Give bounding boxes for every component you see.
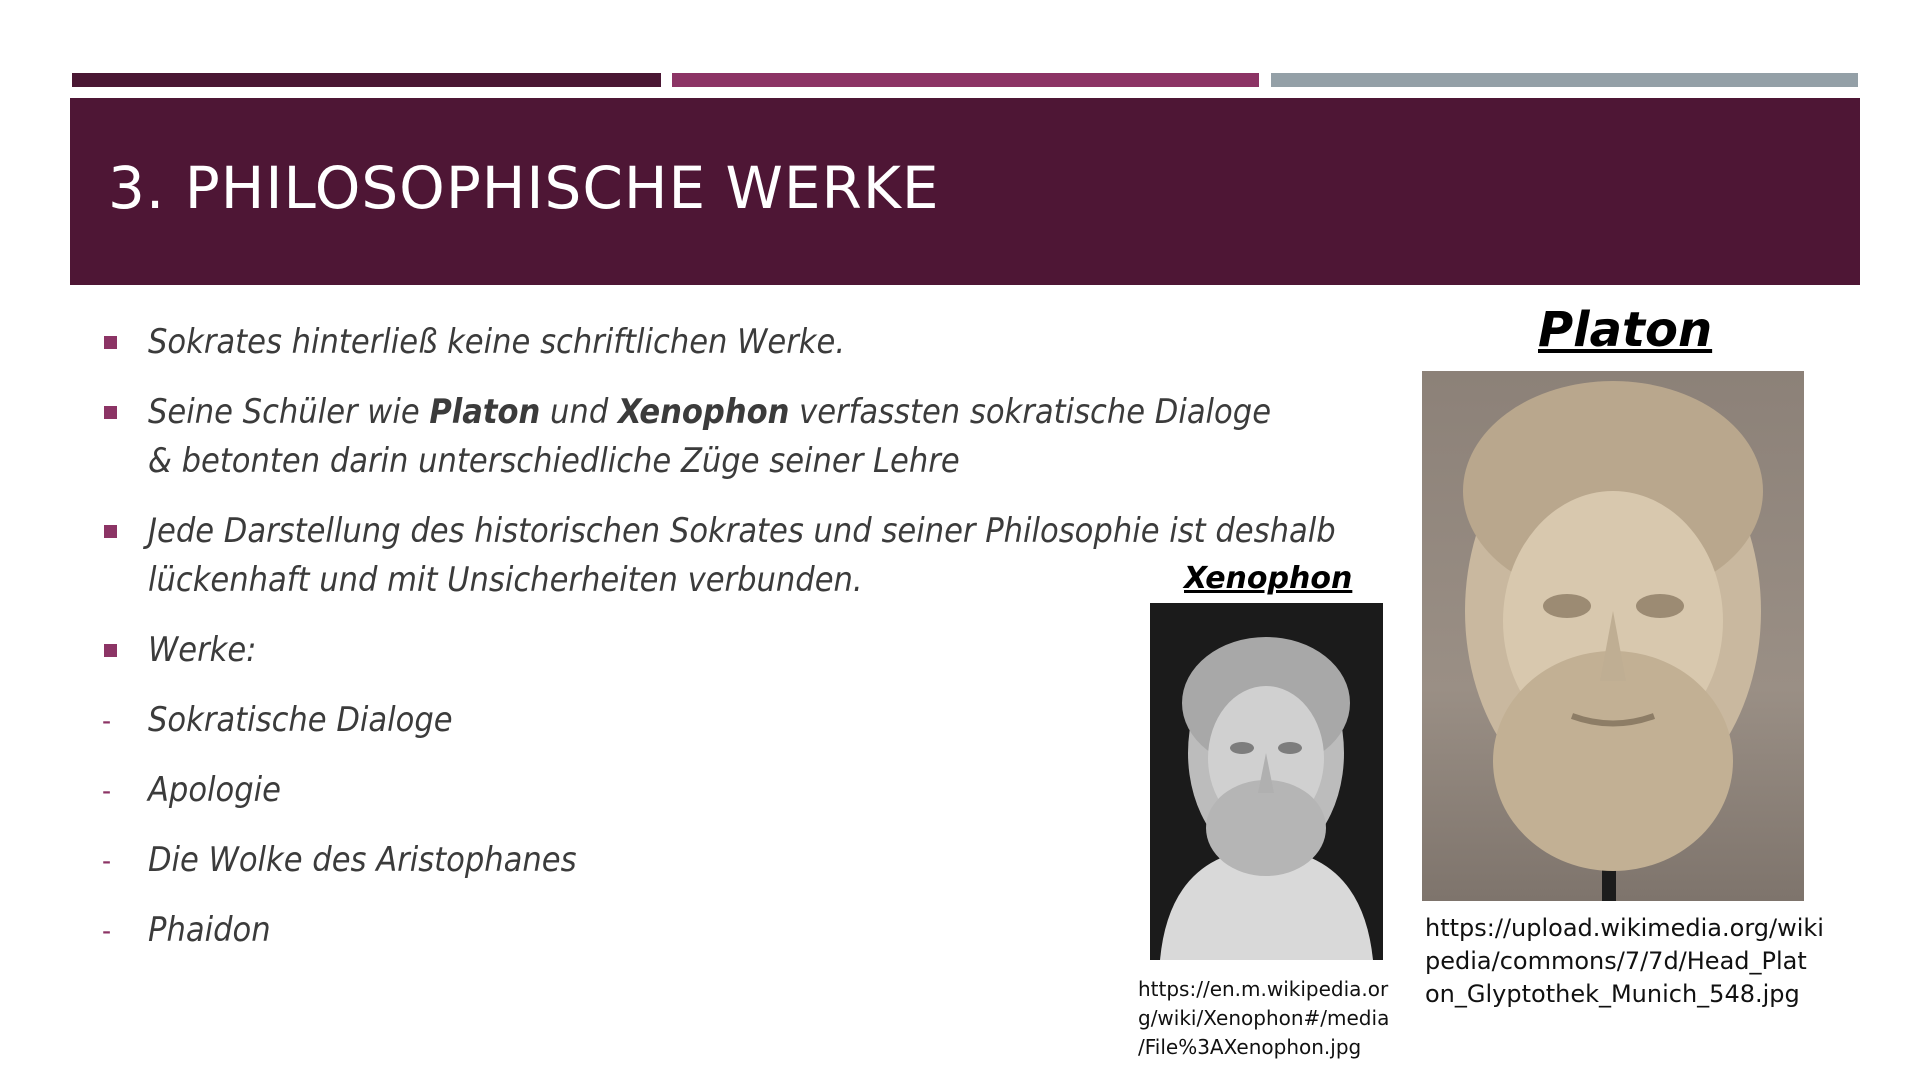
platon-source-url: https://upload.wikimedia.org/wiki pedia/commons/7/7d/Head_Plat on_Glyptothek_Munich_548.jpg (1425, 914, 1824, 1008)
accent-bar-grey (1271, 73, 1858, 87)
name-xenophon: Xenophon (617, 392, 790, 432)
square-bullet-icon (104, 406, 117, 419)
work-item: - Die Wolke des Aristophanes (100, 836, 1380, 885)
list-item: Seine Schüler wie Platon und Xenophon verfassten sokratische Dialoge & betonten darin unterschiedliche Züge seiner Lehre (100, 388, 1380, 486)
xenophon-caption: Xenophon (1184, 561, 1353, 596)
square-bullet-icon (104, 336, 117, 349)
dash-bullet-icon: - (102, 844, 112, 877)
dash-bullet-icon: - (102, 774, 112, 807)
slide-title: 3. PHILOSOPHISCHE WERKE (108, 154, 940, 222)
work-item: - Sokratische Dialoge (100, 696, 1380, 745)
dash-bullet-icon: - (102, 914, 112, 947)
platon-bust-image (1422, 371, 1804, 901)
square-bullet-icon (104, 525, 117, 538)
list-item: Sokrates hinterließ keine schriftlichen Werke. (100, 318, 1380, 367)
work-item: - Apologie (100, 766, 1380, 815)
list-item: Jede Darstellung des historischen Sokrates und seiner Philosophie ist deshalb lückenhaft und mit Unsicherheiten verbunden. (100, 507, 1380, 605)
work-item: - Phaidon (100, 906, 1380, 955)
square-bullet-icon (104, 644, 117, 657)
title-band (70, 98, 1860, 285)
xenophon-bust-image (1150, 603, 1383, 960)
accent-bar-magenta (672, 73, 1259, 87)
name-platon: Platon (429, 392, 541, 432)
xenophon-source-url: https://en.m.wikipedia.or g/wiki/Xenophon#/media /File%3AXenophon.jpg (1138, 977, 1390, 1059)
list-item: Werke: (100, 626, 1380, 675)
platon-caption: Platon (1538, 302, 1713, 358)
accent-bar-dark (72, 73, 661, 87)
dash-bullet-icon: - (102, 704, 112, 737)
